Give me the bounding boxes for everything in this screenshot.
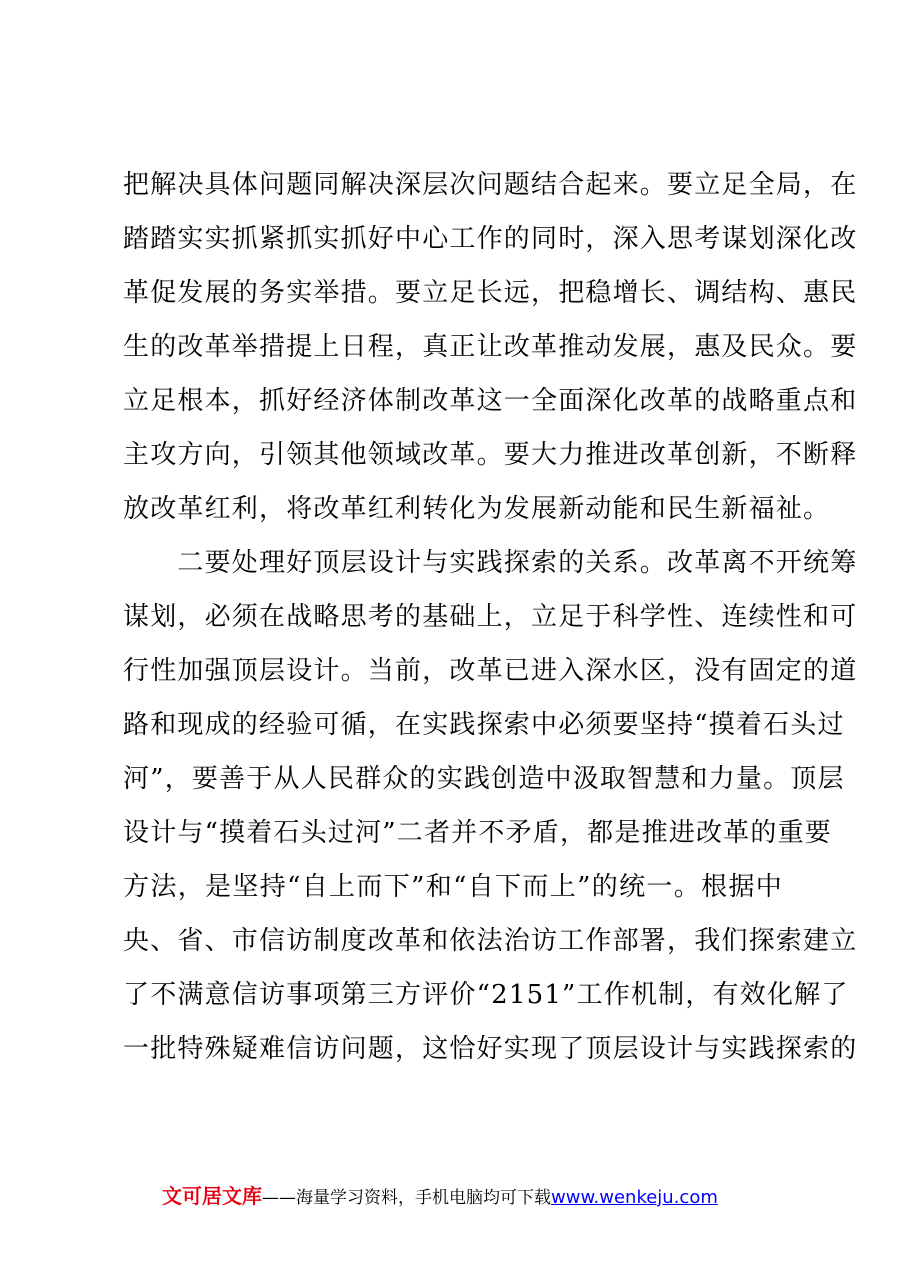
- text-line: 方法，是坚持“自上而下”和“自下而上”的统一。根据中: [123, 872, 783, 902]
- footer-website-link[interactable]: www.wenkeju.com: [551, 1187, 718, 1208]
- text-line: 革促发展的务实举措。要立足长远，把稳增长、调结构、惠民: [123, 278, 858, 308]
- text-line: 踏踏实实抓紧抓实抓好中心工作的同时，深入思考谋划深化改: [123, 224, 858, 254]
- text-line: 路和现成的经验可循，在实践探索中必须要坚持“摸着石头过: [123, 710, 845, 740]
- footer-banner: [162, 1181, 718, 1211]
- footer-description: ——海量学习资料，手机电脑均可下载: [262, 1188, 551, 1208]
- text-line: 生的改革举措提上日程，真正让改革推动发展，惠及民众。要: [123, 332, 858, 362]
- text-line: 河”，要善于从人民群众的实践创造中汲取智慧和力量。顶层: [123, 764, 845, 794]
- text-line: 了不满意信访事项第三方评价“2151”工作机制，有效化解了: [123, 980, 849, 1010]
- text-line: 行性加强顶层设计。当前，改革已进入深水区，没有固定的道: [123, 656, 858, 686]
- text-line: 一批特殊疑难信访问题，这恰好实现了顶层设计与实践探索的: [123, 1034, 858, 1064]
- text-line: 谋划，必须在战略思考的基础上，立足于科学性、连续性和可: [123, 602, 858, 632]
- body-text: [123, 158, 858, 1076]
- text-line: 主攻方向，引领其他领域改革。要大力推进改革创新，不断释: [123, 440, 858, 470]
- footer-brand: 文可居文库: [162, 1184, 262, 1208]
- text-line: 把解决具体问题同解决深层次问题结合起来。要立足全局，在: [123, 170, 858, 200]
- paragraph-start-line: 二要处理好顶层设计与实践探索的关系。改革离不开统筹: [123, 548, 858, 578]
- paragraph-end-line: 放改革红利，将改革红利转化为发展新动能和民生新福祉。: [123, 494, 831, 524]
- text-line: 立足根本，抓好经济体制改革这一全面深化改革的战略重点和: [123, 386, 858, 416]
- text-line: 设计与“摸着石头过河”二者并不矛盾，都是推进改革的重要: [123, 818, 832, 848]
- text-line: 央、省、市信访制度改革和依法治访工作部署，我们探索建立: [123, 926, 858, 956]
